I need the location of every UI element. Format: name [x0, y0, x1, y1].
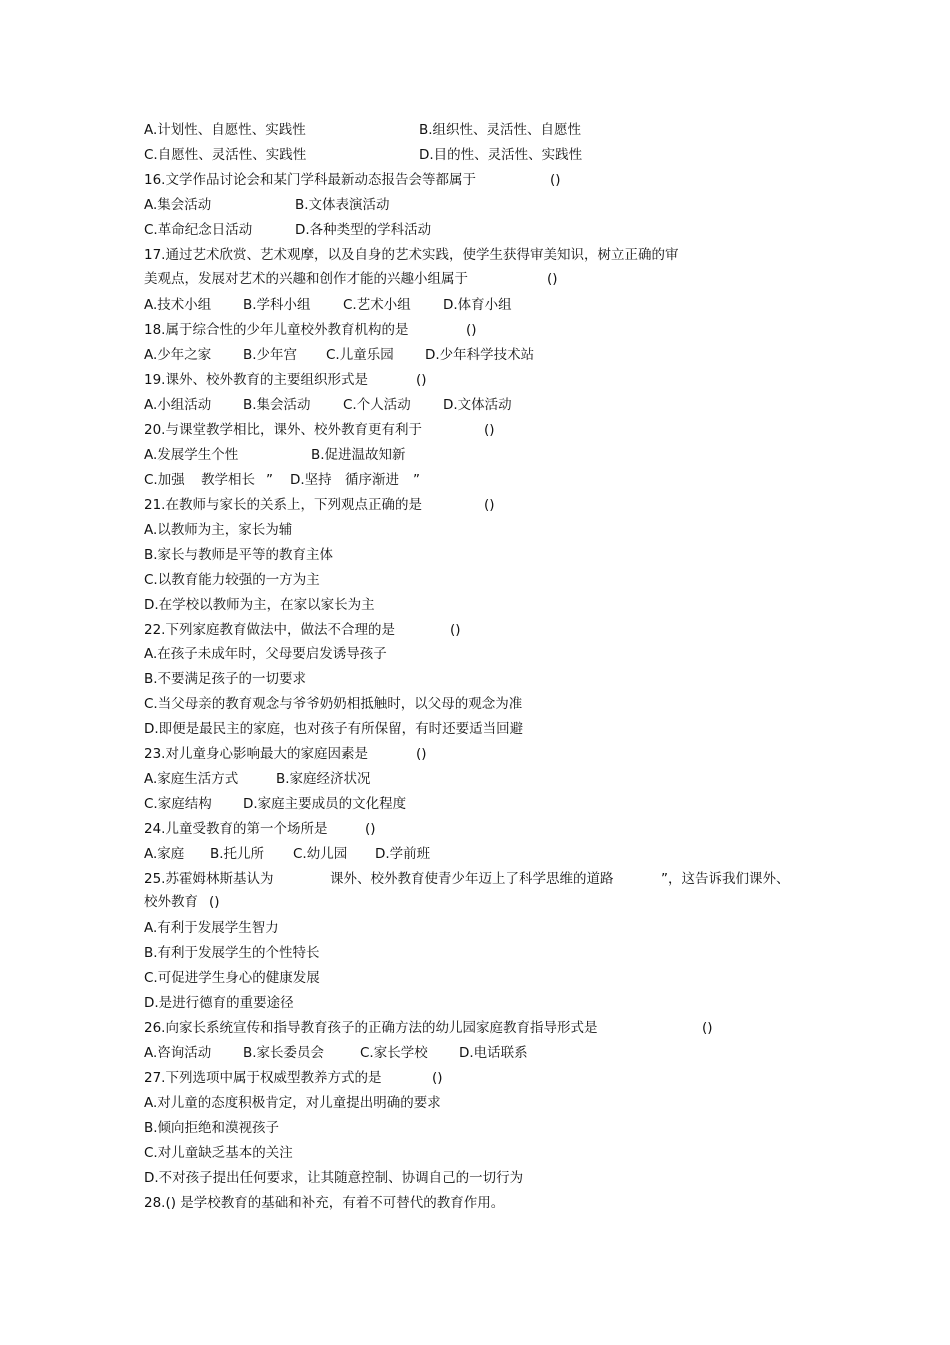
- text-line: B.倾向拒绝和漠视孩子: [144, 1120, 280, 1136]
- text-line: D.目的性、灵活性、实践性: [419, 147, 583, 163]
- text-line: B.少年宫: [243, 347, 298, 363]
- text-line: (): [450, 622, 461, 638]
- text-line: A.计划性、自愿性、实践性: [144, 122, 306, 138]
- text-line: C.以教育能力较强的一方为主: [144, 572, 320, 588]
- text-line: B.促进温故知新: [311, 447, 406, 463]
- text-line: A.发展学生个性: [144, 447, 239, 463]
- text-line: D.坚持: [290, 472, 332, 488]
- text-line: C.革命纪念日活动: [144, 222, 253, 238]
- text-line: D.体育小组: [443, 297, 512, 313]
- text-line: 教学相长: [201, 472, 255, 488]
- text-line: D.文体活动: [443, 397, 512, 413]
- text-line: D.家庭主要成员的文化程度: [243, 796, 407, 812]
- text-line: D.少年科学技术站: [425, 347, 535, 363]
- text-line: D.即便是最民主的家庭，也对孩子有所保留，有时还要适当回避: [144, 721, 524, 737]
- text-line: C.家庭结构: [144, 796, 212, 812]
- text-line: A.对儿童的态度积极肯定，对儿童提出明确的要求: [144, 1095, 441, 1111]
- text-line: C.对儿童缺乏基本的关注: [144, 1145, 293, 1161]
- text-line: 17.通过艺术欣赏、艺术观摩，以及自身的艺术实践，使学生获得审美知识，树立正确的审: [144, 247, 679, 263]
- text-line: C.当父母亲的教育观念与爷爷奶奶相抵触时，以父母的观念为准: [144, 696, 523, 712]
- text-line: 19.课外、校外教育的主要组织形式是: [144, 372, 368, 388]
- text-line: D.不对孩子提出任何要求，让其随意控制、协调自己的一切行为: [144, 1170, 524, 1186]
- text-line: D.是进行德育的重要途径: [144, 995, 294, 1011]
- text-line: B.家庭经济状况: [276, 771, 371, 787]
- text-line: A.少年之家: [144, 347, 212, 363]
- text-line: (): [365, 821, 376, 837]
- text-line: B.不要满足孩子的一切要求: [144, 671, 307, 687]
- text-line: B.有利于发展学生的个性特长: [144, 945, 320, 961]
- text-line: 25.苏霍姆林斯基认为: [144, 871, 274, 887]
- text-line: (): [416, 372, 427, 388]
- text-line: C.家长学校: [360, 1045, 428, 1061]
- text-line: D.各种类型的学科活动: [295, 222, 432, 238]
- text-line: A.集会活动: [144, 197, 212, 213]
- text-line: C.艺术小组: [343, 297, 411, 313]
- text-line: (): [547, 271, 558, 287]
- text-line: C.可促进学生身心的健康发展: [144, 970, 320, 986]
- text-line: B.集会活动: [243, 397, 311, 413]
- text-line: C.个人活动: [343, 397, 411, 413]
- text-line: (): [484, 422, 495, 438]
- text-line: 课外、校外教育使青少年迈上了科学思维的道路: [330, 871, 614, 887]
- text-line: C.幼儿园: [293, 846, 348, 862]
- text-line: 21.在教师与家长的关系上，下列观点正确的是: [144, 497, 422, 513]
- text-line: ”，这告诉我们课外、: [661, 871, 790, 887]
- text-line: A.技术小组: [144, 297, 212, 313]
- text-line: D.电话联系: [459, 1045, 528, 1061]
- text-line: (): [466, 322, 477, 338]
- text-line: A.咨询活动: [144, 1045, 212, 1061]
- text-line: B.家长与教师是平等的教育主体: [144, 547, 334, 563]
- text-line: A.小组活动: [144, 397, 212, 413]
- text-line: 24.儿童受教育的第一个场所是: [144, 821, 328, 837]
- text-line: 校外教育: [144, 894, 198, 910]
- text-line: A.家庭生活方式: [144, 771, 239, 787]
- text-line: D.学前班: [375, 846, 431, 862]
- text-line: (): [416, 746, 427, 762]
- text-line: A.家庭: [144, 846, 185, 862]
- text-line: 20.与课堂教学相比，课外、校外教育更有利于: [144, 422, 422, 438]
- text-line: (): [702, 1020, 713, 1036]
- text-line: A.以教师为主，家长为辅: [144, 522, 293, 538]
- text-line: C.自愿性、灵活性、实践性: [144, 147, 307, 163]
- text-line: B.家长委员会: [243, 1045, 325, 1061]
- text-line: 循序渐进: [345, 472, 399, 488]
- text-line: (): [432, 1070, 443, 1086]
- text-line: C.儿童乐园: [326, 347, 394, 363]
- text-line: 26.向家长系统宣传和指导教育孩子的正确方法的幼儿园家庭教育指导形式是: [144, 1020, 598, 1036]
- text-line: A.有利于发展学生智力: [144, 920, 279, 936]
- text-line: C.加强: [144, 472, 185, 488]
- text-line: A.在孩子未成年时，父母要启发诱导孩子: [144, 646, 387, 662]
- text-line: ”: [266, 472, 273, 488]
- text-line: 16.文学作品讨论会和某门学科最新动态报告会等都属于: [144, 172, 476, 188]
- text-line: B.文体表演活动: [295, 197, 390, 213]
- text-line: 22.下列家庭教育做法中，做法不合理的是: [144, 622, 395, 638]
- text-line: (): [484, 497, 495, 513]
- text-line: (): [550, 172, 561, 188]
- text-line: (): [209, 894, 220, 910]
- text-line: 23.对儿童身心影响最大的家庭因素是: [144, 746, 368, 762]
- text-line: 27.下列选项中属于权威型教养方式的是: [144, 1070, 382, 1086]
- text-line: B.托儿所: [210, 846, 265, 862]
- text-line: 美观点，发展对艺术的兴趣和创作才能的兴趣小组属于: [144, 271, 468, 287]
- text-line: D.在学校以教师为主，在家以家长为主: [144, 597, 375, 613]
- text-line: 28.() 是学校教育的基础和补充，有着不可替代的教育作用。: [144, 1195, 505, 1211]
- text-line: B.学科小组: [243, 297, 311, 313]
- text-line: 18.属于综合性的少年儿童校外教育机构的是: [144, 322, 409, 338]
- text-line: ”: [413, 472, 420, 488]
- text-line: B.组织性、灵活性、自愿性: [419, 122, 582, 138]
